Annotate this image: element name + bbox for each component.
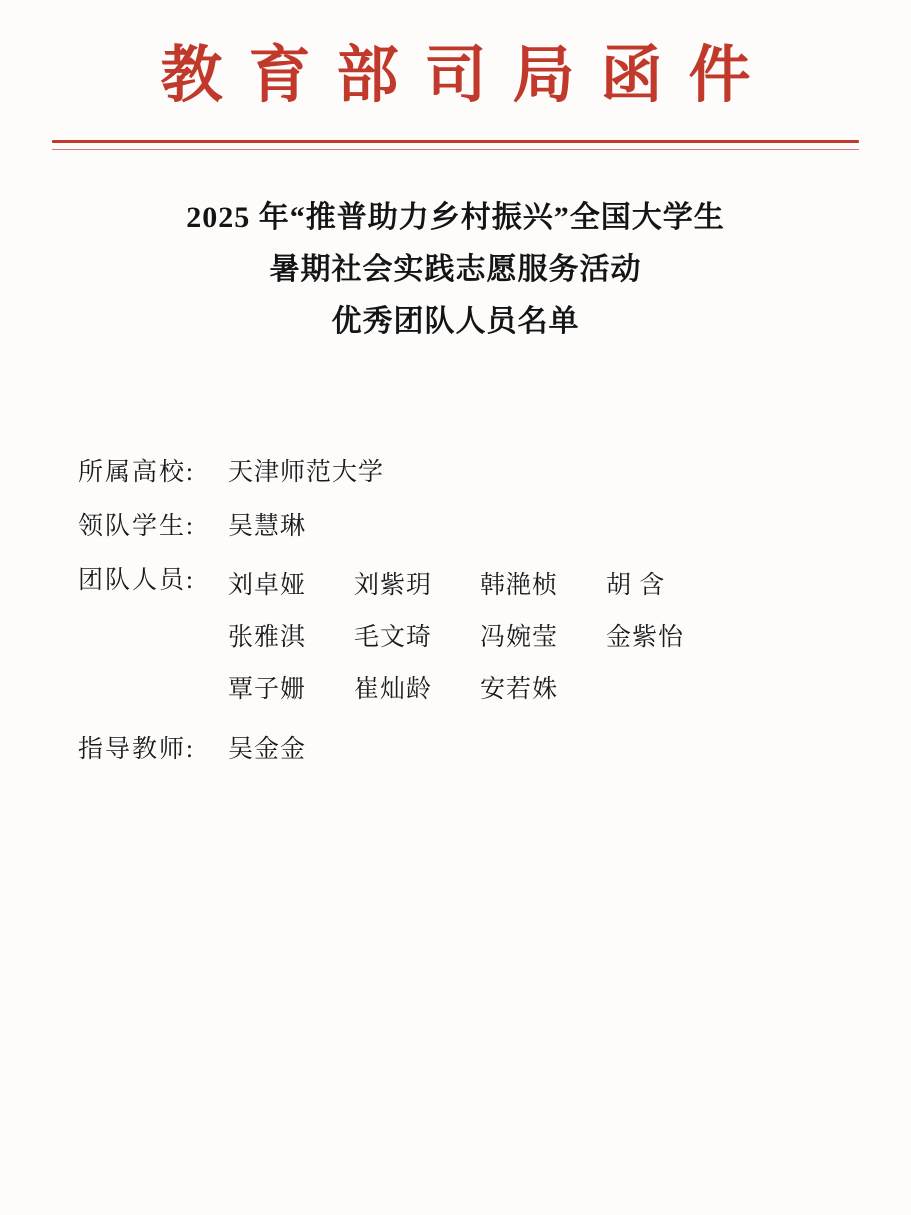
page-title [0, 192, 911, 348]
members-label: 团队人员: [78, 567, 195, 594]
teacher-label: 指导教师: [78, 736, 195, 763]
school-value: 天津师范大学 [228, 459, 385, 486]
field-teacher [78, 729, 851, 770]
leader-label: 领队学生: [78, 513, 195, 540]
member-name: 金紫怡 [606, 624, 685, 651]
member-name: 刘卓娅 [228, 572, 307, 599]
document-body [78, 452, 851, 783]
page-title-line-1: 2025 年“推普助力乡村振兴”全国大学生 [186, 201, 725, 234]
teacher-value: 吴金金 [228, 736, 307, 763]
field-school [78, 452, 851, 493]
member-name: 毛文琦 [354, 624, 433, 651]
page-title-line-3: 优秀团队人员名单 [331, 305, 580, 338]
member-name: 韩滟桢 [480, 572, 559, 599]
letterhead [0, 44, 911, 109]
field-members [78, 560, 851, 716]
members-row [228, 612, 851, 664]
page-title-line-2: 暑期社会实践志愿服务活动 [269, 253, 642, 286]
member-name: 胡 含 [606, 572, 666, 599]
member-name: 张雅淇 [228, 624, 307, 651]
members-row [228, 560, 851, 612]
divider-thin-line [52, 149, 859, 150]
letterhead-divider [52, 140, 859, 150]
member-name: 刘紫玥 [354, 572, 433, 599]
field-leader [78, 506, 851, 547]
leader-value: 吴慧琳 [228, 513, 307, 540]
member-name: 冯婉莹 [480, 624, 559, 651]
divider-thick-line [52, 140, 859, 143]
member-name: 覃子姗 [228, 676, 307, 703]
school-label: 所属高校: [78, 459, 195, 486]
members-row [228, 664, 851, 716]
member-name: 崔灿龄 [354, 676, 433, 703]
letterhead-title: 教育部司局函件 [160, 42, 777, 110]
members-list [228, 560, 851, 716]
member-name: 安若姝 [480, 676, 559, 703]
